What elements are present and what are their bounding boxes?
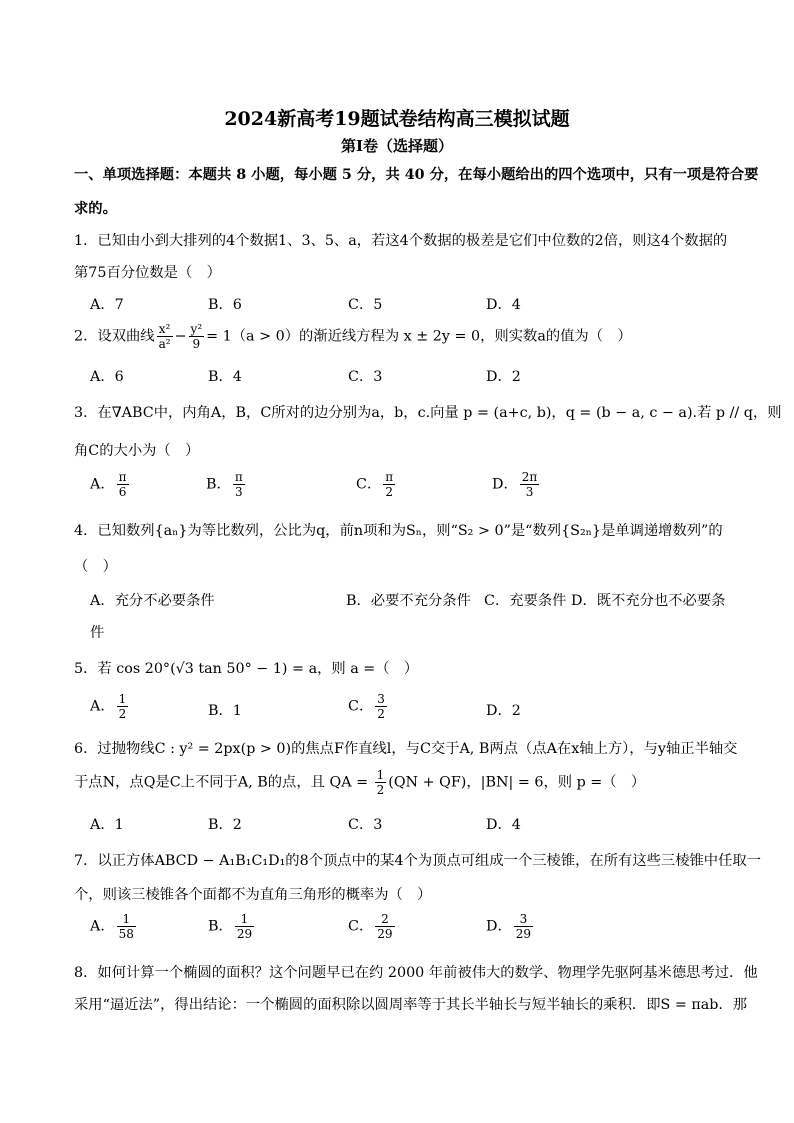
- q7-option-a-den: 58: [118, 927, 134, 941]
- question-8-line2: 采用“逼近法”，得出结论：一个椭圆的面积除以圆周率等于其长半轴长与短半轴长的乘积．即S = πab．那: [74, 997, 748, 1013]
- q7-option-d-frac: [514, 912, 533, 941]
- question-6-line1: 6．过抛物线C : y² = 2px(p > 0)的焦点F作直线l，与C交于A, B两点（点A在x轴上方），与y轴正半轴交: [74, 741, 738, 757]
- q7-option-b-num: 1: [235, 912, 254, 927]
- q1-option-a: A．7: [90, 297, 124, 313]
- q3-option-b-num: π: [234, 470, 243, 484]
- q2-frac-x-num: x²: [157, 322, 173, 337]
- q3-option-d-frac: [520, 470, 540, 499]
- section-instructions-line1: 一、单项选择题：本题共 8 小题，每小题 5 分，共 40 分，在每小题给出的四个选项中，只有一项是符合要: [74, 167, 759, 183]
- q3-option-b-label: B．: [206, 476, 231, 493]
- q1-option-b: B．6: [208, 297, 242, 313]
- q2-frac-x: [157, 322, 173, 351]
- q6-half-den: 2: [376, 783, 385, 797]
- q7-option-d: [486, 912, 535, 941]
- q3-option-a-num: π: [118, 470, 127, 484]
- question-1-line1: 1．已知由小到大排列的4个数据1、3、5、a，若这4个数据的极差是它们中位数的2倍，则这4个数据的: [74, 233, 728, 249]
- q3-option-a-den: 6: [118, 485, 127, 499]
- q4-option-a: A．充分不必要条件: [90, 593, 215, 609]
- q3-option-d: [492, 470, 541, 499]
- q5-option-c-label: C．: [348, 698, 374, 715]
- q7-option-a: [90, 912, 138, 941]
- question-8-line1: 8．如何计算一个椭圆的面积？这个问题早已在约 2000 年前被伟大的数学、物理学先驱阿基米德思考过．他: [74, 965, 758, 981]
- q5-option-a-den: 2: [118, 707, 127, 721]
- q6-option-b: B．2: [208, 817, 242, 833]
- q2-option-c: C．3: [348, 369, 383, 385]
- q3-option-d-label: D．: [492, 476, 518, 493]
- q7-option-b-den: 29: [236, 927, 253, 941]
- q7-option-d-num: 3: [514, 912, 533, 927]
- q4-option-d: D．既不充分也不必要条: [571, 593, 726, 609]
- q3-option-b: [206, 470, 247, 499]
- q3-option-a: [90, 470, 131, 499]
- q3-option-d-den: 3: [525, 485, 534, 499]
- q5-option-b: B．1: [208, 703, 242, 719]
- q2-prefix: 2．设双曲线: [74, 328, 155, 345]
- q7-option-c-den: 29: [377, 927, 393, 941]
- question-4-line2: （ ）: [74, 559, 117, 575]
- q7-option-b: [208, 912, 256, 941]
- question-3-line1: 3．在∇ABC中，内角A，B，C所对的边分别为a，b，c.向量 p = (a+c, b)，q = (b − a, c − a).若 p // q，则: [74, 405, 782, 421]
- q4-option-b: B．必要不充分条件: [346, 593, 471, 609]
- q3-option-a-label: A．: [90, 476, 115, 493]
- q5-option-a-frac: [117, 692, 129, 721]
- q7-option-a-label: A．: [90, 918, 115, 935]
- q3-option-a-frac: [117, 470, 129, 499]
- q1-option-c: C．5: [348, 297, 383, 313]
- q2-option-d: D．2: [486, 369, 521, 385]
- q3-option-c: [356, 470, 397, 499]
- q4-option-d-wrap: 件: [90, 625, 105, 641]
- question-7-line2: 个，则该三棱锥各个面都不为直角三角形的概率为（ ）: [74, 887, 432, 903]
- q6-line2-suffix: (QN + QF)，|BN| = 6，则 p =（ ）: [388, 774, 646, 791]
- q7-option-d-label: D．: [486, 918, 512, 935]
- q7-option-b-label: B．: [208, 918, 233, 935]
- q2-frac-x-den: a²: [158, 337, 171, 351]
- q7-option-a-frac: [117, 912, 136, 941]
- q7-option-c-frac: [375, 912, 394, 941]
- q2-minus: −: [174, 328, 187, 345]
- q3-option-b-frac: [233, 470, 245, 499]
- q5-option-a-label: A．: [90, 698, 115, 715]
- q7-option-b-frac: [235, 912, 254, 941]
- q5-option-a: [90, 692, 130, 721]
- q5-option-d: D．2: [486, 703, 521, 719]
- q7-option-c: [348, 912, 397, 941]
- question-3-line2: 角C的大小为（ ）: [74, 443, 200, 459]
- q5-option-a-num: 1: [118, 692, 127, 706]
- q6-half-num: 1: [376, 768, 385, 782]
- q7-option-a-num: 1: [117, 912, 136, 927]
- q2-frac-y: [189, 322, 205, 351]
- q4-option-c: C．充要条件: [484, 593, 567, 609]
- q2-option-a: A．6: [90, 369, 124, 385]
- q3-option-c-frac: [383, 470, 395, 499]
- question-4-line1: 4．已知数列{aₙ}为等比数列，公比为q，前n项和为Sₙ，则“S₂ > 0”是“数列{S₂ₙ}是单调递增数列”的: [74, 523, 723, 539]
- q3-option-b-den: 3: [234, 485, 243, 499]
- q5-option-c: [348, 692, 389, 721]
- q3-option-c-den: 2: [385, 485, 394, 499]
- q5-option-c-den: 2: [377, 707, 385, 721]
- q7-option-c-num: 2: [375, 912, 394, 927]
- q2-suffix: = 1（a > 0）的渐近线方程为 x ± 2y = 0，则实数a的值为（ ）: [206, 328, 632, 345]
- q7-option-c-label: C．: [348, 918, 374, 935]
- q5-option-c-frac: [375, 692, 387, 721]
- q3-option-c-label: C．: [356, 476, 382, 493]
- q5-option-c-num: 3: [377, 692, 385, 706]
- question-7-line1: 7．以正方体ABCD − A₁B₁C₁D₁的8个顶点中的某4个为顶点可组成一个三棱锥，在所有这些三棱锥中任取一: [74, 853, 761, 869]
- question-6-line2: [74, 768, 645, 797]
- q6-option-c: C．3: [348, 817, 383, 833]
- page-subtitle: 第I卷（选择题）: [340, 137, 454, 155]
- q7-option-d-den: 29: [515, 927, 532, 941]
- section-instructions-line2: 求的。: [74, 201, 117, 217]
- q1-option-d: D．4: [486, 297, 521, 313]
- page-title: 2024新高考19题试卷结构高三模拟试题: [224, 108, 570, 130]
- q6-line2-prefix: 于点N，点Q是C上不同于A, B的点，且 QA =: [74, 774, 373, 791]
- question-5-line1: 5．若 cos 20°(√3 tan 50° − 1) = a，则 a =（ ）: [74, 661, 419, 677]
- q6-option-d: D．4: [486, 817, 521, 833]
- q3-option-d-num: 2π: [521, 470, 538, 484]
- q2-option-b: B．4: [208, 369, 242, 385]
- question-2-line: [74, 322, 632, 351]
- q6-option-a: A．1: [90, 817, 124, 833]
- q2-frac-y-num: y²: [190, 322, 203, 336]
- q2-frac-y-den: 9: [192, 337, 201, 351]
- q6-half-frac: [375, 768, 387, 797]
- question-1-line2: 第75百分位数是（ ）: [74, 265, 221, 281]
- q3-option-c-num: π: [385, 470, 394, 484]
